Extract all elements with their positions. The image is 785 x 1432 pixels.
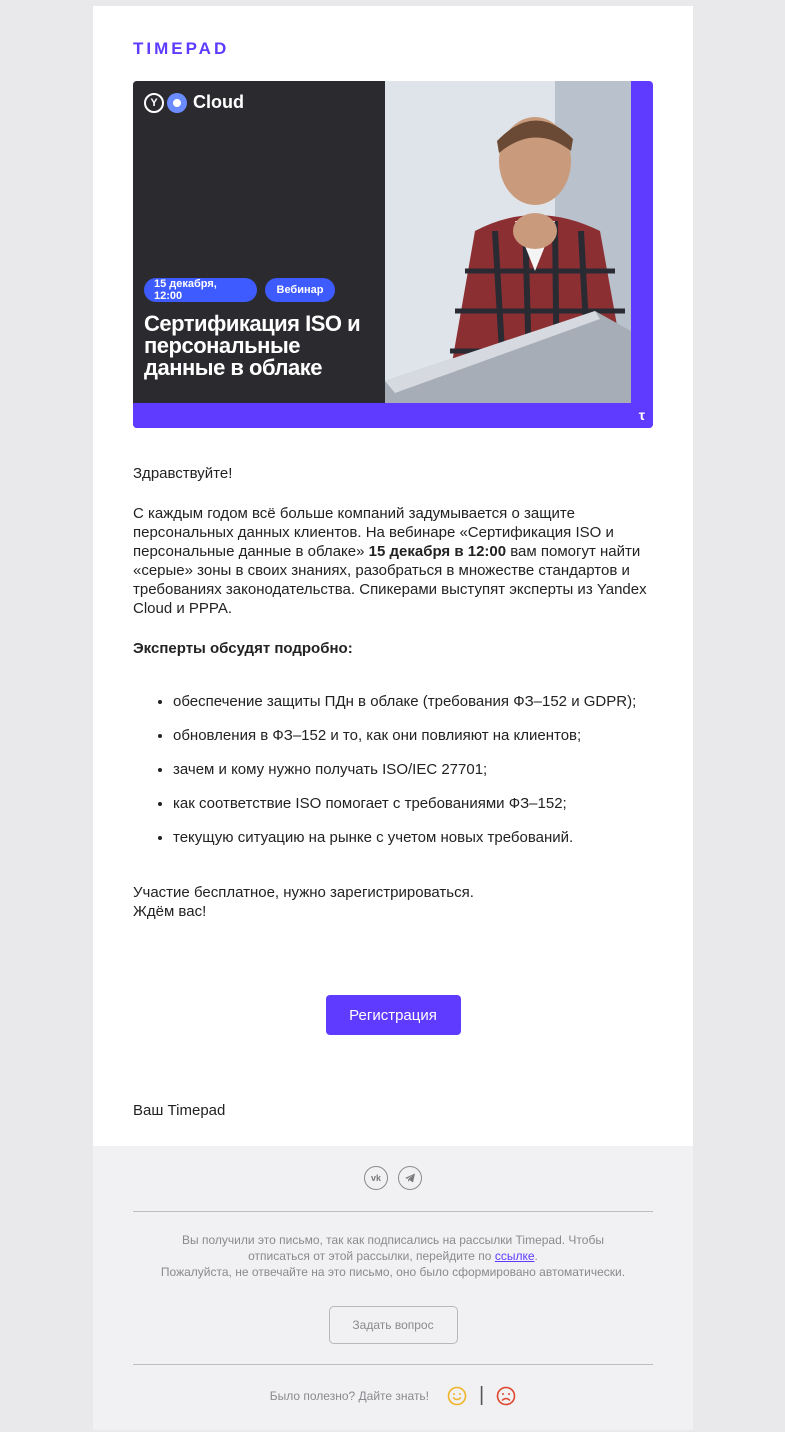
list-item: • зачем и кому нужно получать ISO/IEC 27701;: [173, 760, 653, 779]
closing-line-1: Участие бесплатное, нужно зарегистрироваться.: [133, 884, 474, 901]
signature: Ваш Timepad: [133, 1102, 226, 1119]
ask-question-button[interactable]: Задать вопрос: [329, 1306, 458, 1344]
no-reply-note: Пожалуйста, не отвечайте на это письмо, оно было сформировано автоматически.: [160, 1265, 626, 1279]
sad-face-icon[interactable]: [496, 1386, 516, 1406]
feedback-prompt: Было полезно? Дайте знать!: [269, 1388, 430, 1403]
feedback-row: [93, 1384, 693, 1407]
telegram-plane-icon: [404, 1172, 416, 1184]
unsubscribe-link[interactable]: ссылке: [494, 1249, 535, 1263]
cloud-compass-icon: [167, 93, 187, 113]
note-text-2: .: [534, 1249, 538, 1263]
email-footer: [93, 1146, 693, 1430]
email-card: [93, 6, 693, 1146]
intro-text-1: С каждым годом всё больше компаний задумывается о защите персональных данных клиентов. На вебинаре «Сертификация ISO и персональные данные в облаке»: [133, 505, 614, 560]
list-item: • обеспечение защиты ПДн в облаке (требования ФЗ–152 и GDPR);: [173, 692, 653, 711]
intro-paragraph: [133, 504, 653, 618]
unsubscribe-note: [153, 1232, 633, 1280]
banner-date-pill: 15 декабря, 12:00: [144, 278, 257, 302]
timepad-t-icon: τ: [638, 407, 645, 423]
timepad-logo-text: TIMEPAD: [133, 40, 230, 56]
intro-date-bold: 15 декабря в 12:00: [368, 543, 507, 560]
telegram-icon[interactable]: [398, 1166, 422, 1190]
cta-container: [93, 995, 693, 1035]
experts-heading: [133, 639, 653, 658]
banner-type-pill: Вебинар: [265, 278, 335, 302]
timepad-logo[interactable]: [133, 40, 265, 56]
list-item: • обновления в ФЗ–152 и то, как они повлияют на клиентов;: [173, 726, 653, 745]
yandex-y-icon: Y: [144, 93, 164, 113]
list-item: • как соответствие ISO помогает с требованиями ФЗ–152;: [173, 794, 653, 813]
topics-list: [133, 692, 653, 847]
happy-face-icon[interactable]: [447, 1386, 467, 1406]
list-item: • текущую ситуацию на рынке с учетом новых требований.: [173, 828, 653, 847]
email-body: [133, 464, 653, 921]
social-links: [93, 1166, 693, 1190]
footer-divider-bottom: [133, 1364, 653, 1365]
banner-title: Сертификация ISO и персональные данные в облаке: [144, 311, 361, 380]
man-with-laptop-illustration: [385, 81, 631, 403]
vk-icon[interactable]: vk: [364, 1166, 388, 1190]
ask-container: [93, 1306, 693, 1344]
webinar-banner[interactable]: [133, 81, 653, 428]
banner-accent-strip: [133, 403, 653, 428]
banner-photo: [385, 81, 631, 403]
feedback-separator: |: [479, 1384, 485, 1406]
note-text-1: Вы получили это письмо, так как подписались на рассылки Timepad. Чтобы отписаться от этой рассылки, перейдите по: [182, 1233, 604, 1263]
footer-divider-top: [133, 1211, 653, 1212]
intro-text-2: вам помогут найти «серые» зоны в своих знаниях, разобраться в множестве стандартов и требованиях законодательства. Спикерами выступят эксперты из Yandex Cloud и РРРА.: [133, 543, 647, 617]
closing-line-2: Ждём вас!: [133, 903, 207, 920]
cloud-logo-text: Cloud: [193, 92, 244, 112]
greeting: Здравствуйте!: [133, 465, 233, 482]
register-button[interactable]: Регистрация: [326, 995, 461, 1035]
yandex-cloud-logo: [144, 92, 244, 113]
experts-heading-text: Эксперты обсудят подробно:: [133, 640, 353, 657]
